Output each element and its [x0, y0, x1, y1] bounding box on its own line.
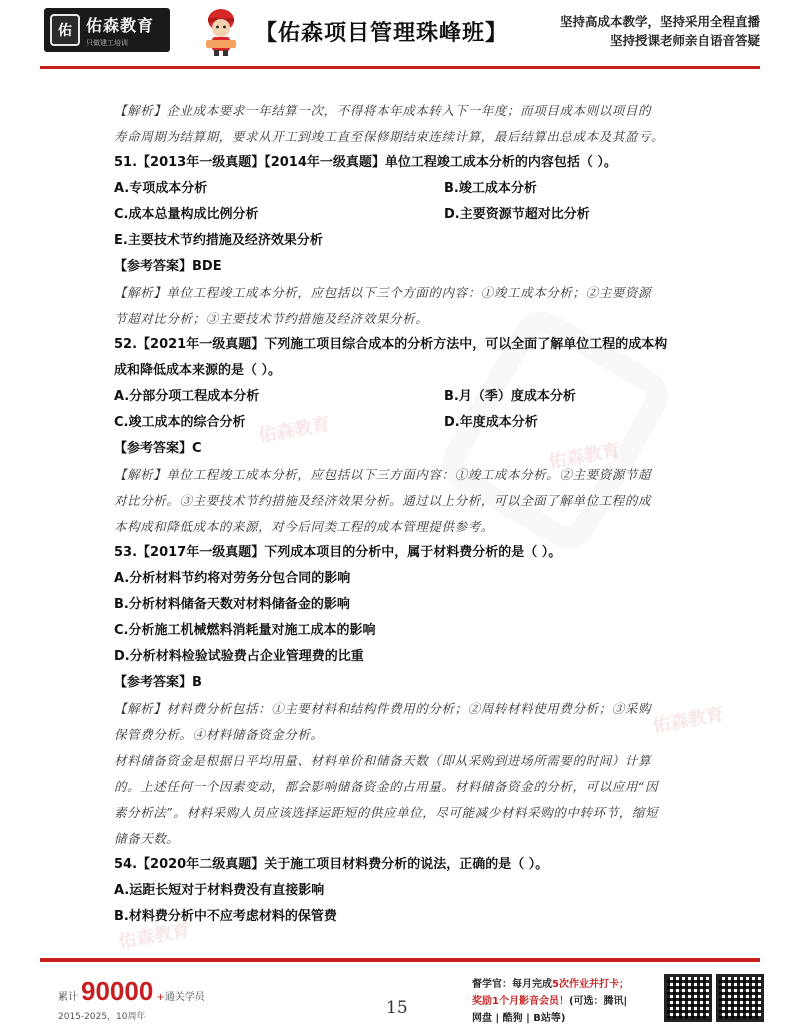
- option-c: C.竣工成本的综合分析: [114, 415, 246, 430]
- option-d: D.分析材料检验试验费占企业管理费的比重: [114, 649, 364, 664]
- years-label: 2015-2025，10周年: [58, 1012, 146, 1022]
- mascot-icon: [200, 6, 242, 56]
- question-52: 52.【2021年一级真题】下列施工项目综合成本的分析方法中，可以全面了解单位工程的成本构: [114, 337, 668, 352]
- answer-label: 【参考答案】BDE: [114, 259, 222, 274]
- footer-stats: [58, 976, 205, 1022]
- option-b: B.月（季）度成本分析: [444, 389, 576, 404]
- analysis-text: 【解析】材料费分析包括：①主要材料和结构件费用的分析；②周转材料使用费分析；③采购: [114, 701, 652, 716]
- qr-code-icon: [716, 974, 764, 1022]
- cumulative-label: 累计: [58, 992, 78, 1003]
- header-divider: [40, 66, 760, 69]
- option-b: B.分析材料储备天数对材料储备金的影响: [114, 597, 350, 612]
- logo-mark-icon: 佑: [50, 14, 80, 46]
- option-c: C.成本总量构成比例分析: [114, 207, 259, 222]
- answer-label: 【参考答案】B: [114, 675, 202, 690]
- option-b: B.竣工成本分析: [444, 181, 537, 196]
- brand-logo: [44, 8, 170, 52]
- cumulative-number: 90000: [81, 976, 154, 1006]
- option-row: [114, 384, 694, 410]
- analysis-text: 【解析】单位工程竣工成本分析，应包括以下三方面内容：①竣工成本分析。②主要资源节超: [114, 467, 652, 482]
- watermark: 佑森教育: [116, 919, 192, 954]
- analysis-text: 【解析】单位工程竣工成本分析，应包括以下三个方面的内容：①竣工成本分析；②主要资源: [114, 285, 652, 300]
- watermark: 佑森教育: [546, 439, 622, 474]
- page-number: 15: [386, 998, 408, 1018]
- analysis-text: 素分析法”。材料采购人员应该选择运距短的供应单位，尽可能减少材料采购的中转环节，缩短: [114, 805, 659, 820]
- question-52-cont: 成和降低成本来源的是（ ）。: [114, 363, 282, 378]
- question-54: 54.【2020年二级真题】关于施工项目材料费分析的说法，正确的是（ ）。: [114, 857, 549, 872]
- option-c: C.分析施工机械燃料消耗量对施工成本的影响: [114, 623, 376, 638]
- option-a: A.专项成本分析: [114, 181, 208, 196]
- header-slogan: 坚持高成本教学，坚持采用全程直播 坚持授课老师亲自语音答疑: [559, 14, 760, 48]
- cumulative-plus: +: [156, 992, 165, 1003]
- watermark: 佑森教育: [256, 413, 332, 448]
- option-row: [114, 410, 694, 436]
- watermark: 佑森教育: [650, 703, 726, 738]
- logo-subtitle: 只做建工培训: [86, 38, 128, 47]
- page-header: [0, 0, 800, 68]
- option-a: A.分部分项工程成本分析: [114, 389, 260, 404]
- cumulative-suffix: 通关学员: [164, 992, 205, 1003]
- option-d: D.年度成本分析: [444, 415, 538, 430]
- page-title: 【佑森项目管理珠峰班】: [255, 21, 509, 46]
- option-a: A.分析材料节约将对劳务分包合同的影响: [114, 571, 351, 586]
- analysis-text: 保管费分析。④材料储备资金分析。: [114, 727, 324, 742]
- page-content: [114, 98, 694, 930]
- analysis-text: 【解析】企业成本要求一年结算一次，不得将本年成本转入下一年度；而项目成本则以项目的: [114, 103, 652, 118]
- analysis-text: 材料储备资金是根据日平均用量、材料单价和储备天数（即从采购到进场所需要的时间）计算: [114, 753, 652, 768]
- analysis-text: 寿命周期为结算期，要求从开工到竣工直至保修期结束连续计算，最后结算出总成本及其盈亏。: [114, 129, 665, 144]
- option-row: [114, 202, 694, 228]
- logo-name: 佑森教育: [86, 15, 155, 35]
- footer-divider: [40, 958, 760, 962]
- analysis-text: 对比分析。③主要技术节约措施及经济效果分析。通过以上分析，可以全面了解单位工程的成: [114, 493, 652, 508]
- option-b: B.材料费分析中不应考虑材料的保管费: [114, 909, 337, 924]
- option-e: E.主要技术节约措施及经济效果分析: [114, 233, 323, 248]
- qr-code-icon: [664, 974, 712, 1022]
- question-51: 51.【2013年一级真题】【2014年一级真题】单位工程竣工成本分析的内容包括（ ）。: [114, 155, 617, 170]
- analysis-text: 节超对比分析；③主要技术节约措施及经济效果分析。: [114, 311, 429, 326]
- question-53: 53.【2017年一级真题】下列成本项目的分析中，属于材料费分析的是（ ）。: [114, 545, 562, 560]
- option-a: A.运距长短对于材料费没有直接影响: [114, 883, 325, 898]
- analysis-text: 的。上述任何一个因素变动，都会影响储备资金的占用量。材料储备资金的分析，可以应用“因: [114, 779, 659, 794]
- option-row: [114, 176, 694, 202]
- footer-promo: 督学官：每月完成5次作业并打卡； 奖励1个月影音会员！(可选：腾讯| 网盘 | 酷狗 | B站等): [472, 979, 629, 1024]
- answer-label: 【参考答案】C: [114, 441, 202, 456]
- option-d: D.主要资源节超对比分析: [444, 207, 590, 222]
- analysis-text: 本构成和降低成本的来源，对今后同类工程的成本管理提供参考。: [114, 519, 494, 534]
- analysis-text: 储备天数。: [114, 831, 180, 846]
